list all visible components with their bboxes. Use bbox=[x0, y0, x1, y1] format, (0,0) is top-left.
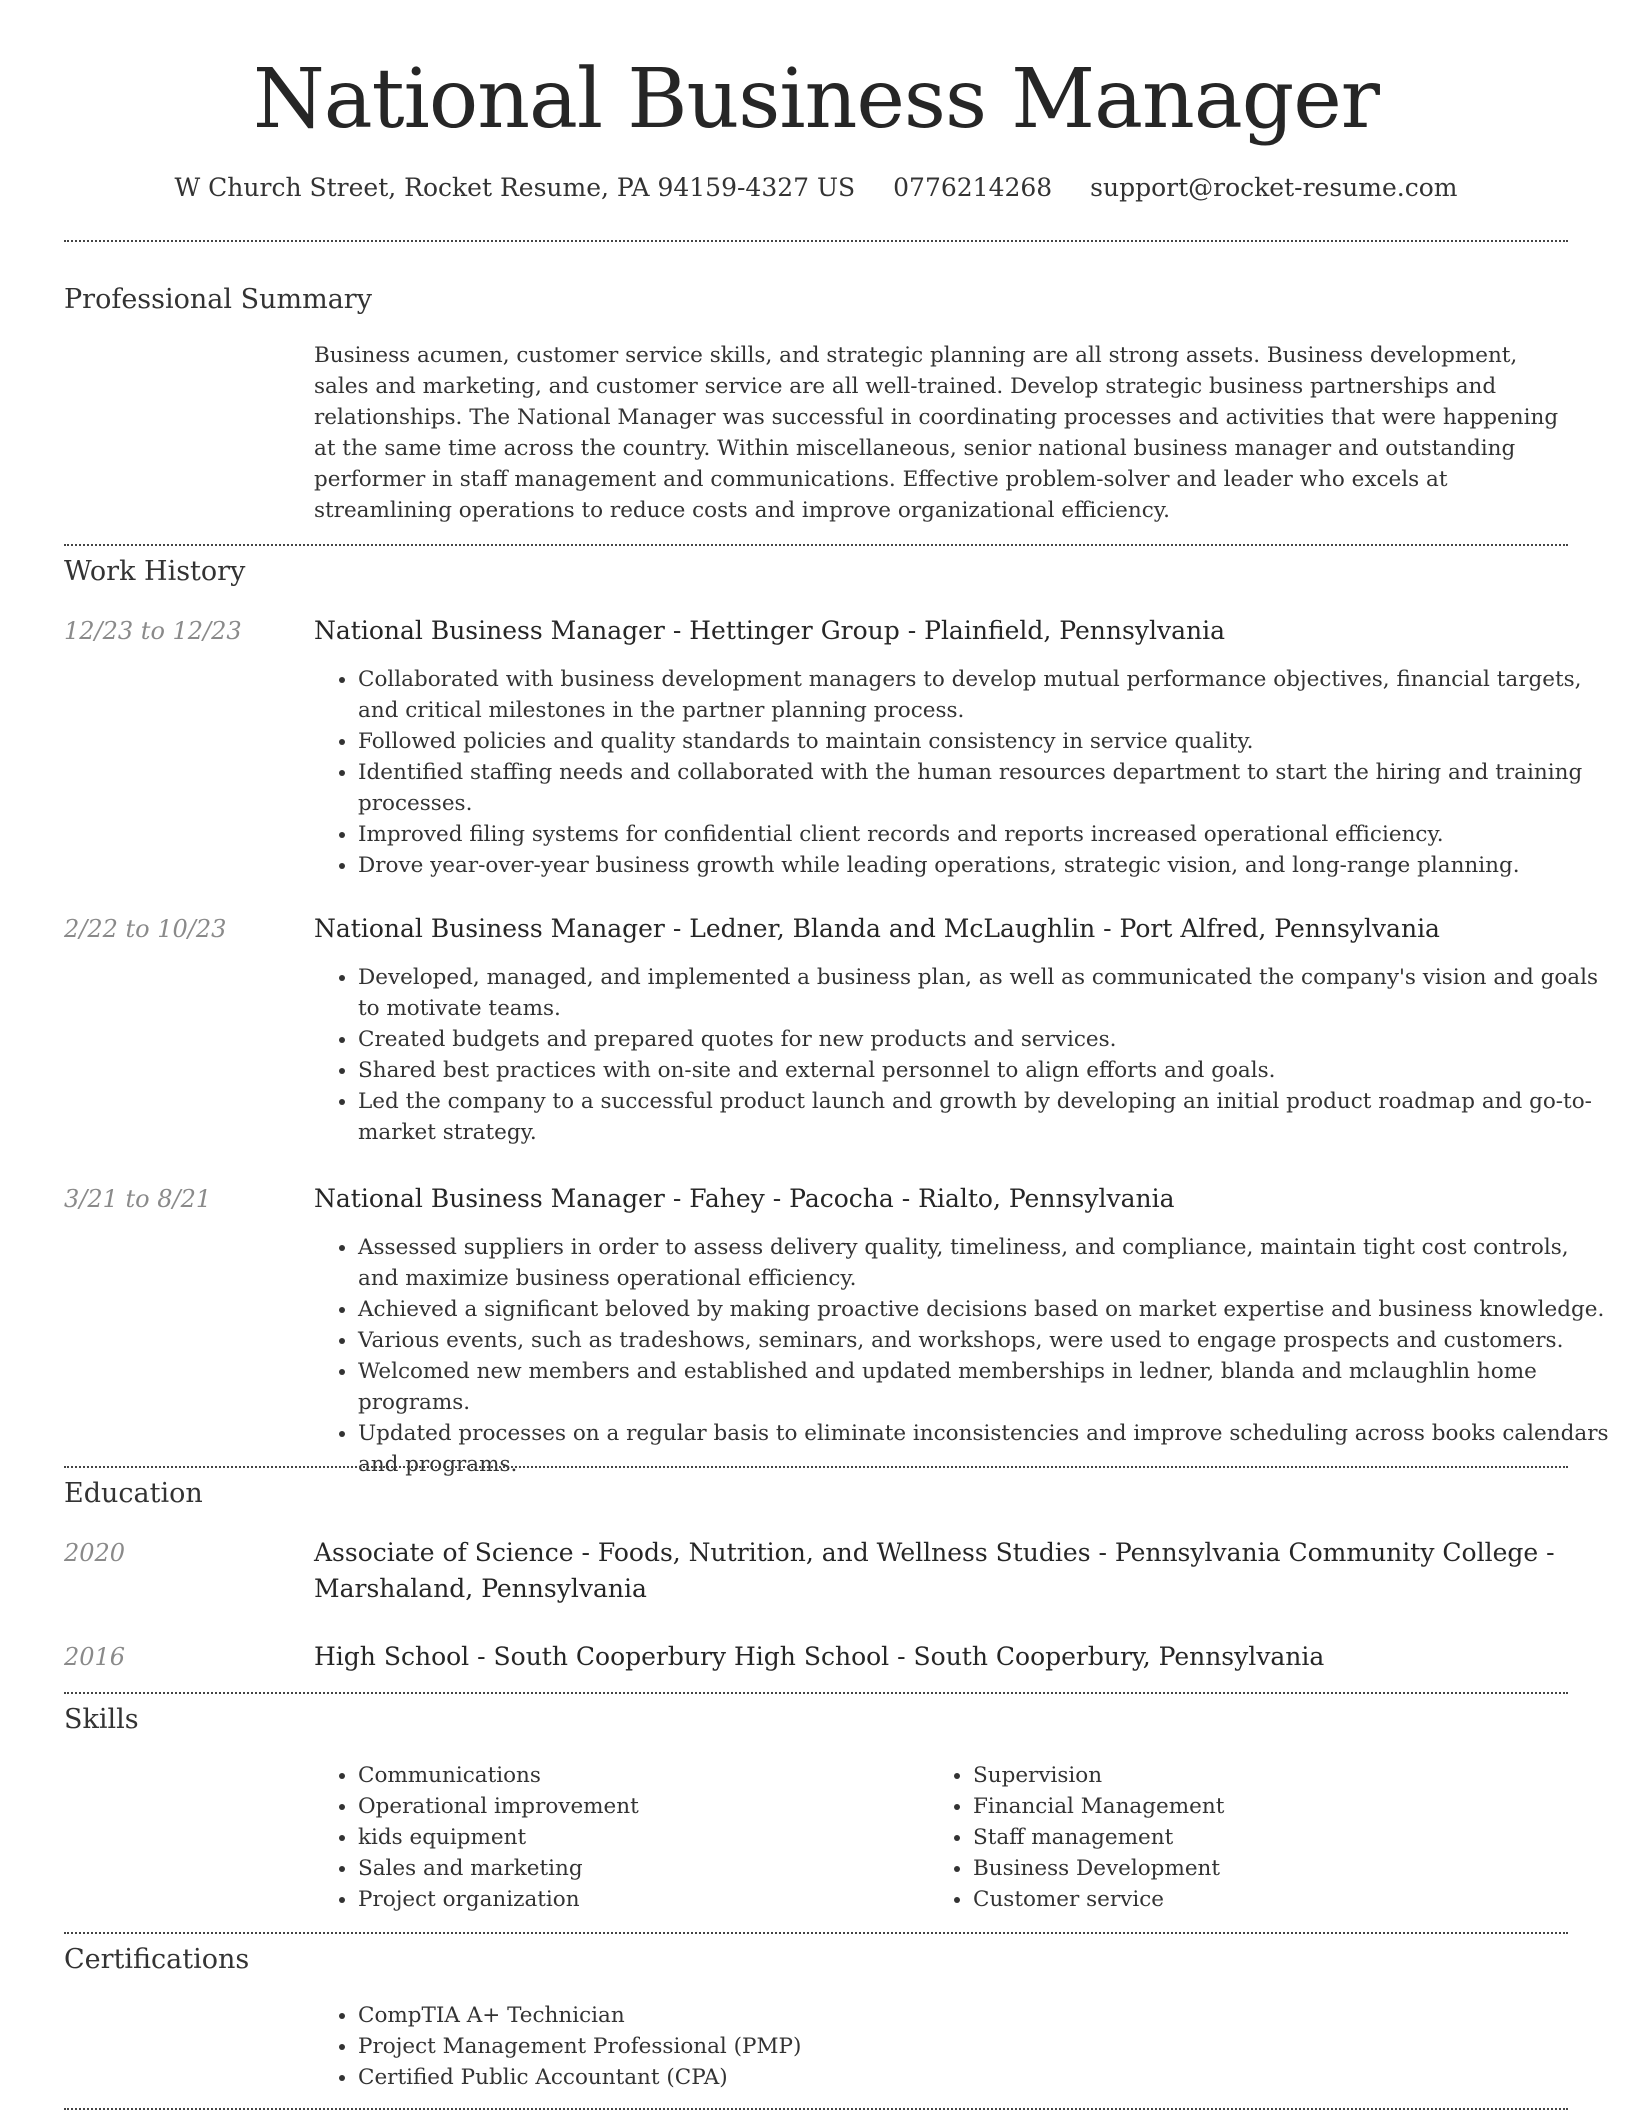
job-dates: 2/22 to 10/23 bbox=[64, 915, 227, 943]
job-title: National Business Manager - Hettinger Group - Plainfield, Pennsylvania bbox=[314, 616, 1225, 645]
job-bullets bbox=[314, 1232, 1614, 1480]
section-title-summary: Professional Summary bbox=[64, 284, 372, 315]
job-dates: 3/21 to 8/21 bbox=[64, 1185, 212, 1213]
contact-line bbox=[0, 170, 1632, 206]
divider bbox=[64, 1692, 1568, 1694]
list-item: • Operational improvement bbox=[358, 1791, 1614, 1822]
job-bullets bbox=[314, 962, 1614, 1148]
education-year: 2020 bbox=[64, 1539, 126, 1567]
job-title: National Business Manager - Ledner, Blanda and McLaughlin - Port Alfred, Pennsylvania bbox=[314, 914, 1440, 943]
list-item: • Financial Management bbox=[973, 1791, 1632, 1822]
education-entry: High School - South Cooperbury High School - South Cooperbury, Pennsylvania bbox=[314, 1642, 1325, 1671]
section-title-work: Work History bbox=[64, 556, 246, 587]
list-item: • Communications bbox=[358, 1760, 1614, 1791]
section-title-skills: Skills bbox=[64, 1704, 139, 1735]
section-title-education: Education bbox=[64, 1478, 203, 1509]
list-item: • Identified staffing needs and collaborated with the human resources department to start the hiring and training processes. bbox=[358, 757, 1614, 819]
list-item: • Various events, such as tradeshows, seminars, and workshops, were used to engage prospects and customers. bbox=[358, 1325, 1614, 1356]
list-item: • Drove year-over-year business growth while leading operations, strategic vision, and long-range planning. bbox=[358, 850, 1614, 881]
skills-list-right bbox=[929, 1760, 1632, 1915]
list-item: • Project organization bbox=[358, 1884, 1614, 1915]
list-item: • Followed policies and quality standards to maintain consistency in service quality. bbox=[358, 726, 1614, 757]
divider bbox=[64, 2108, 1568, 2110]
contact-address: W Church Street, Rocket Resume, PA 94159-4327 US bbox=[174, 173, 856, 202]
list-item: • Staff management bbox=[973, 1822, 1632, 1853]
list-item: • CompTIA A+ Technician bbox=[358, 2000, 1614, 2031]
list-item: • Welcomed new members and established and updated memberships in ledner, blanda and mclaughlin home programs. bbox=[358, 1356, 1614, 1418]
list-item: • Achieved a significant beloved by making proactive decisions based on market expertise and business knowledge. bbox=[358, 1294, 1614, 1325]
job-title: National Business Manager - Fahey - Pacocha - Rialto, Pennsylvania bbox=[314, 1184, 1175, 1213]
list-item: • Created budgets and prepared quotes for new products and services. bbox=[358, 1024, 1614, 1055]
list-item: • Collaborated with business development managers to develop mutual performance objectives, financial targets, and critical milestones in the partner planning process. bbox=[358, 664, 1614, 726]
list-item: • Assessed suppliers in order to assess delivery quality, timeliness, and compliance, maintain tight cost controls, and maximize business operational efficiency. bbox=[358, 1232, 1614, 1294]
list-item: • Supervision bbox=[973, 1760, 1632, 1791]
job-bullets bbox=[314, 664, 1614, 881]
divider bbox=[64, 1932, 1568, 1934]
contact-phone: 0776214268 bbox=[893, 173, 1053, 202]
list-item: • Improved filing systems for confidential client records and reports increased operational efficiency. bbox=[358, 819, 1614, 850]
divider bbox=[64, 544, 1568, 546]
list-item: • Certified Public Accountant (CPA) bbox=[358, 2062, 1614, 2093]
contact-email: support@rocket-resume.com bbox=[1090, 173, 1458, 202]
list-item: • Sales and marketing bbox=[358, 1853, 1614, 1884]
list-item: • Led the company to a successful product launch and growth by developing an initial product roadmap and go-to-market strategy. bbox=[358, 1086, 1614, 1148]
certifications-list bbox=[314, 2000, 1614, 2093]
list-item: • Updated processes on a regular basis to eliminate inconsistencies and improve scheduling across books calendars and programs. bbox=[358, 1418, 1614, 1480]
section-title-certifications: Certifications bbox=[64, 1944, 250, 1975]
list-item: • Project Management Professional (PMP) bbox=[358, 2031, 1614, 2062]
list-item: • Business Development bbox=[973, 1853, 1632, 1884]
resume-name: National Business Manager bbox=[253, 52, 1379, 147]
list-item: • Developed, managed, and implemented a business plan, as well as communicated the company's vision and goals to motivate teams. bbox=[358, 962, 1614, 1024]
job-dates: 12/23 to 12/23 bbox=[64, 617, 242, 645]
divider bbox=[64, 240, 1568, 242]
list-item: • Shared best practices with on-site and external personnel to align efforts and goals. bbox=[358, 1055, 1614, 1086]
summary-text: Business acumen, customer service skills, and strategic planning are all strong assets. Business development, sales and marketing, and customer service are all well-trained. Develop strategic business partnerships and relationships. The National Manager was successful in coordinating processes and activities that were happening at the same time across the country. Within miscellaneous, senior national business manager and outstanding performer in staff management and communications. Effective problem-solver and leader who excels at streamlining operations to reduce costs and improve organizational efficiency. bbox=[314, 343, 1559, 523]
list-item: • Customer service bbox=[973, 1884, 1632, 1915]
list-item: • kids equipment bbox=[358, 1822, 1614, 1853]
divider bbox=[64, 1466, 1568, 1468]
education-entry: Associate of Science - Foods, Nutrition, and Wellness Studies - Pennsylvania Community College - Marshaland, Pennsylvania bbox=[314, 1538, 1555, 1603]
education-year: 2016 bbox=[64, 1643, 126, 1671]
